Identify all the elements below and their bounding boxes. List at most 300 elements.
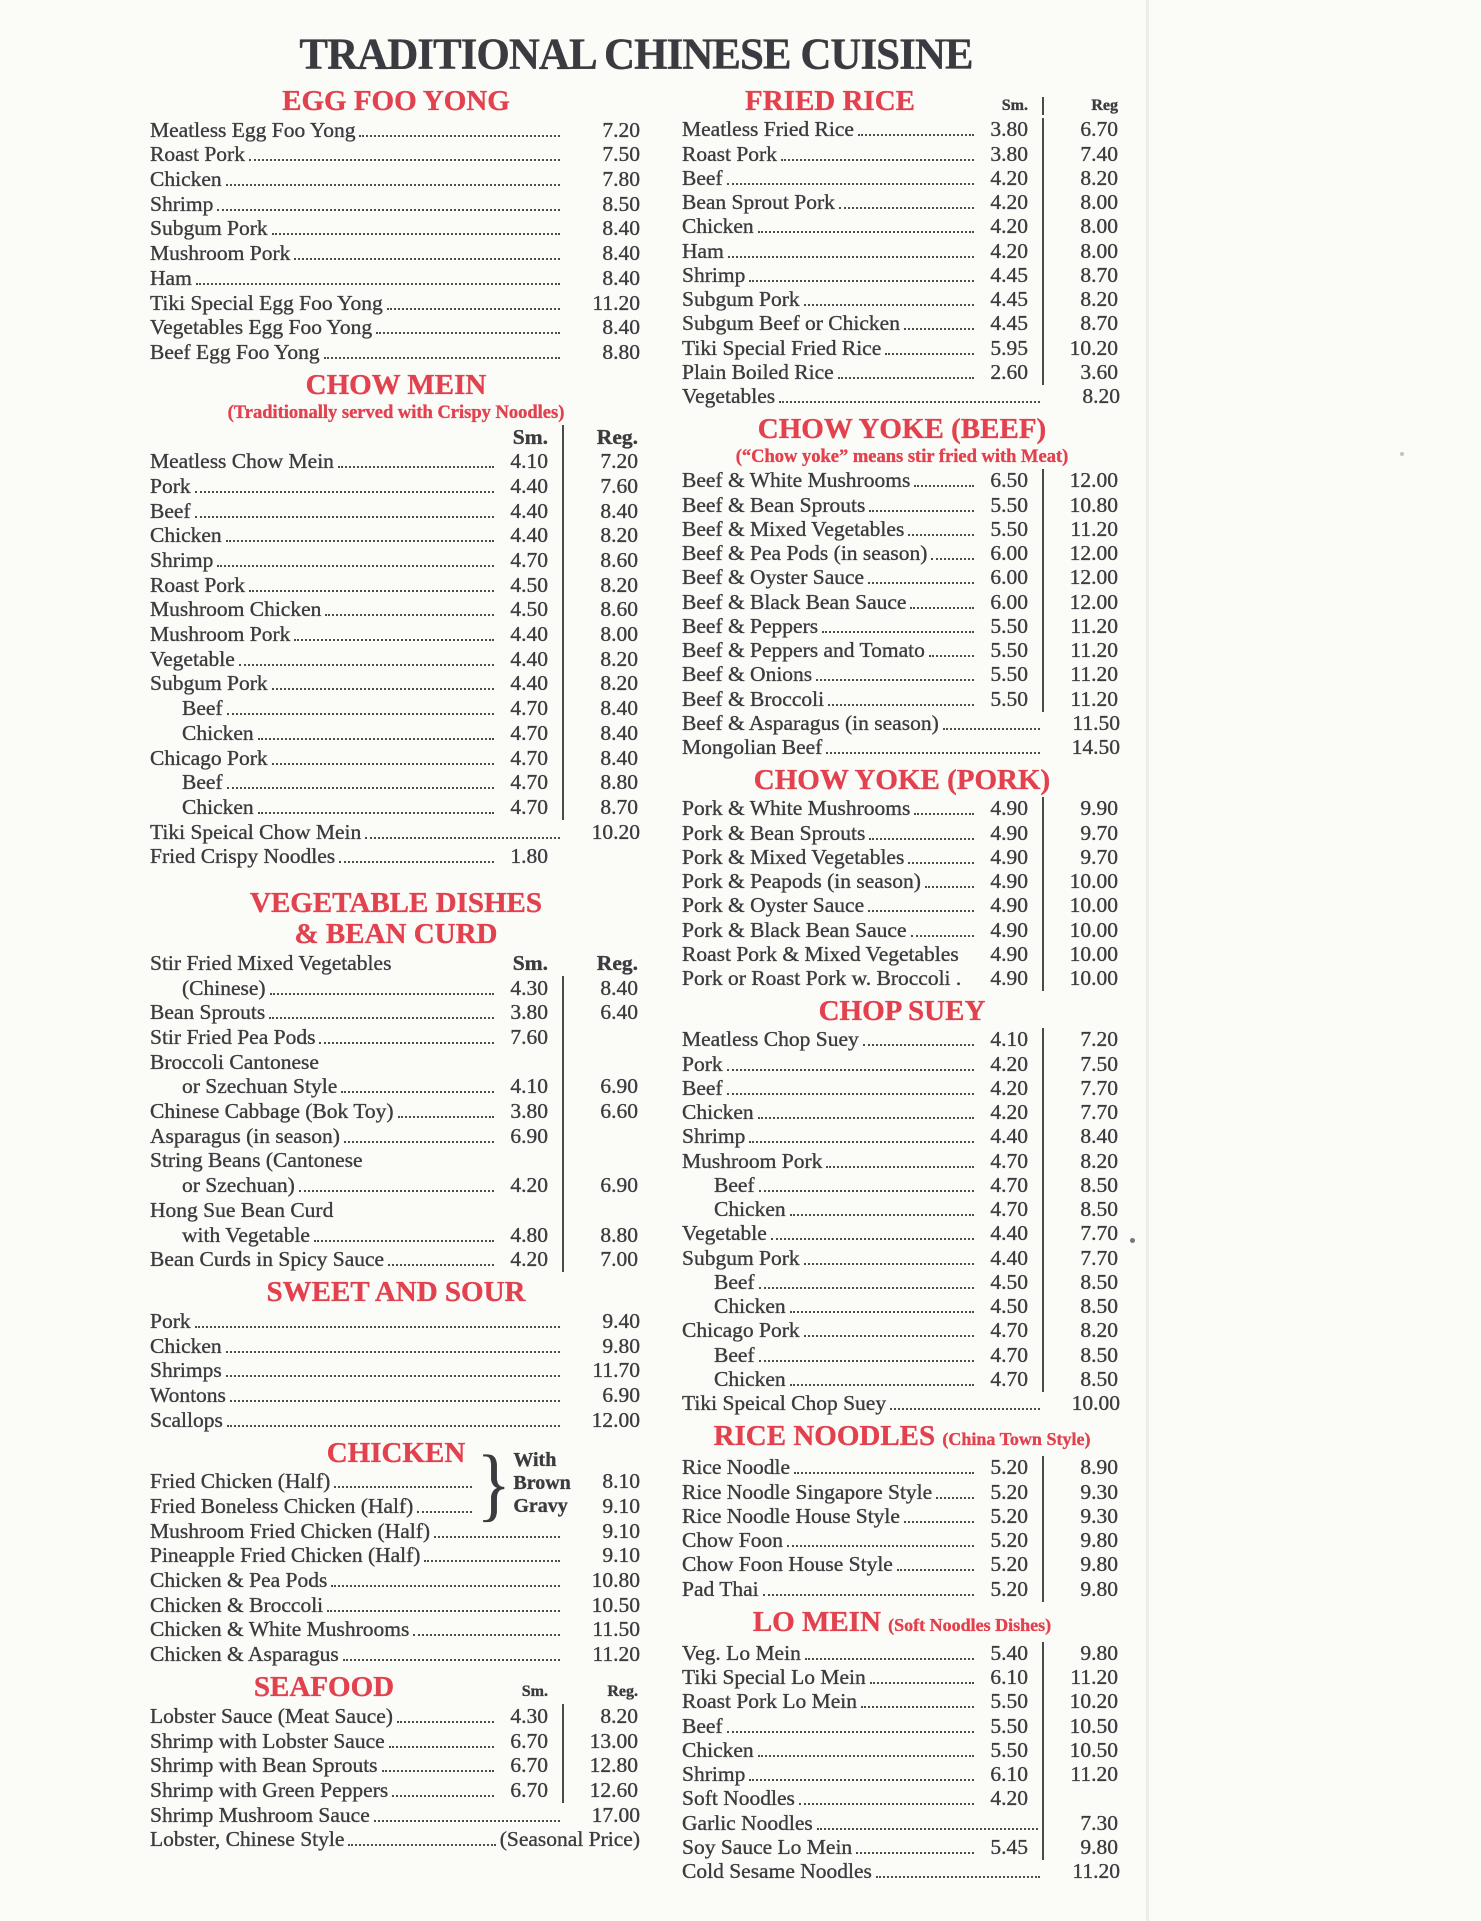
- item-label: Chicken & Pea Pods: [150, 1568, 328, 1593]
- item-label: Rice Noodle House Style: [682, 1503, 900, 1528]
- item-price: 9.10: [602, 1494, 640, 1518]
- section-chow-mein: [150, 368, 642, 869]
- item-label: Tiki Special Egg Foo Yong: [150, 290, 383, 315]
- item-label: Tiki Speical Chop Suey: [682, 1391, 887, 1415]
- leader-dots: [897, 1569, 974, 1571]
- item-price-reg: 8.00: [1042, 215, 1122, 239]
- item-price-sm: 4.70: [990, 1318, 1028, 1343]
- item-label: Shrimp: [682, 1124, 746, 1149]
- leader-dots: [804, 1263, 974, 1265]
- item-price-sm: 4.70: [990, 1197, 1028, 1221]
- item-label: Pork: [150, 1308, 191, 1333]
- item-label: Chicken: [682, 1100, 754, 1124]
- leader-dots: [914, 813, 974, 815]
- menu-item-row: [150, 721, 642, 746]
- leader-dots: [424, 1560, 560, 1562]
- item-label: Subgum Pork: [682, 287, 800, 311]
- menu-item-row: [682, 215, 1122, 239]
- item-label: (Chinese): [182, 975, 266, 1000]
- item-price-reg: 7.20: [1042, 1028, 1122, 1052]
- menu-item-row: [682, 870, 1122, 894]
- item-price: 11.70: [592, 1358, 640, 1383]
- item-price-reg: 7.70: [1042, 1077, 1122, 1101]
- section-header-text: CHOW MEIN: [305, 368, 487, 401]
- section-header-row: [682, 84, 1122, 118]
- menu-item-row: [682, 1392, 1122, 1416]
- item-label: Beef: [682, 1075, 723, 1100]
- item-label: Subgum Pork: [150, 216, 268, 241]
- leader-dots: [817, 1828, 1038, 1830]
- leader-dots: [382, 1770, 494, 1772]
- item-price-sm: 4.90: [990, 796, 1028, 821]
- leader-dots: [392, 1795, 494, 1797]
- item-price-sm: 4.90: [990, 917, 1028, 942]
- leader-dots: [763, 1594, 974, 1596]
- item-label: Fried Crispy Noodles: [150, 844, 336, 869]
- item-label: Garlic Noodles: [682, 1810, 813, 1835]
- item-price-sm: 4.40: [510, 473, 548, 498]
- leader-dots: [890, 1408, 1040, 1410]
- leader-dots: [397, 1721, 494, 1723]
- item-label: Beef & Bean Sprouts: [682, 492, 866, 517]
- leader-dots: [828, 704, 974, 706]
- item-price: 8.80: [602, 339, 640, 364]
- item-price-sm: 4.70: [510, 770, 548, 795]
- item-price-sm: 4.20: [990, 1786, 1028, 1811]
- leader-dots: [227, 787, 494, 789]
- item-label: Subgum Pork: [150, 671, 268, 696]
- section-header: [150, 1276, 642, 1309]
- leader-dots: [387, 308, 560, 310]
- item-price-sm: 4.30: [510, 1703, 548, 1728]
- item-label: Shrimps: [150, 1358, 222, 1383]
- item-price-reg: 8.20: [1042, 288, 1122, 312]
- leader-dots: [727, 1069, 974, 1071]
- item-label: Meatless Fried Rice: [682, 117, 854, 142]
- item-price: 7.80: [602, 167, 640, 192]
- menu-item-row: [682, 1198, 1122, 1222]
- item-price: 9.80: [602, 1333, 640, 1358]
- item-price-sm: 6.50: [990, 468, 1028, 493]
- item-price-reg: 8.20: [562, 1704, 642, 1729]
- item-label: Beef: [682, 165, 723, 190]
- section-header-text: CHOP SUEY: [818, 995, 986, 1027]
- item-price-sm: 1.80: [510, 844, 548, 869]
- item-price-reg: 8.70: [1042, 312, 1122, 336]
- item-price-reg: 8.60: [562, 548, 642, 573]
- item-label: Scallops: [150, 1407, 223, 1432]
- item-label: Beef: [714, 1342, 755, 1367]
- menu-item-row: [150, 1124, 642, 1149]
- leader-dots: [759, 1360, 974, 1362]
- menu-item-row: [682, 1553, 1122, 1577]
- leader-dots: [790, 1311, 974, 1313]
- item-price-sm: 4.90: [990, 820, 1028, 845]
- menu-item-row: [150, 143, 642, 168]
- item-price-sm: 4.20: [510, 1173, 548, 1198]
- item-label: Vegetable: [150, 646, 235, 671]
- item-label: Chicken: [182, 720, 254, 745]
- item-label: Roast Pork: [150, 142, 245, 167]
- menu-item-row: [682, 821, 1122, 845]
- item-price-reg: 11.20: [1042, 518, 1122, 542]
- price-col-header-sm: Sm.: [521, 1683, 548, 1701]
- leader-dots: [339, 861, 494, 863]
- section-header: [150, 369, 642, 402]
- section-fried-rice: [682, 84, 1122, 409]
- menu-item-row: [682, 1714, 1122, 1738]
- item-price-sm: 4.70: [990, 1148, 1028, 1173]
- menu-item-row: [150, 976, 642, 1001]
- leader-dots: [839, 207, 974, 209]
- item-label: Shrimp: [150, 548, 214, 572]
- item-price-reg: 3.60: [1042, 361, 1122, 385]
- price-col-header-sm: Sm.: [1001, 97, 1028, 114]
- item-label: Chicken: [682, 214, 754, 239]
- item-price: 8.40: [602, 216, 640, 241]
- item-price-sm: 6.70: [510, 1777, 548, 1802]
- section-header: [150, 887, 642, 920]
- item-price-reg: 8.20: [562, 573, 642, 598]
- item-price-sm: 4.20: [990, 1051, 1028, 1076]
- item-price-reg: 8.80: [562, 1223, 642, 1248]
- leader-dots: [727, 183, 974, 185]
- item-price-sm: [498, 1149, 562, 1174]
- item-price: 8.40: [602, 265, 640, 290]
- item-price-sm: 4.70: [990, 1342, 1028, 1367]
- menu-item-row: [150, 1359, 642, 1384]
- item-price-reg: 9.30: [1042, 1505, 1122, 1529]
- leader-dots: [319, 1042, 494, 1044]
- leader-dots: [249, 590, 494, 592]
- menu-item-row: [682, 1739, 1122, 1763]
- item-price-sm: 3.80: [510, 1099, 548, 1124]
- leader-dots: [781, 159, 974, 161]
- menu-item-row: [682, 1456, 1122, 1480]
- menu-item-row: [150, 1803, 642, 1828]
- item-price-sm: 5.50: [990, 1713, 1028, 1738]
- item-label: Roast Pork: [150, 572, 245, 597]
- item-label: Bean Curds in Spicy Sauce: [150, 1247, 385, 1272]
- item-price-sm: 5.50: [990, 1737, 1028, 1762]
- item-price-sm: 4.50: [990, 1294, 1028, 1318]
- item-price-sm: 5.50: [990, 638, 1028, 662]
- item-price-sm: 4.20: [990, 190, 1028, 214]
- item-price-sm: 4.90: [990, 893, 1028, 918]
- item-price-reg: 7.50: [1042, 1052, 1122, 1076]
- leader-dots: [230, 1400, 560, 1402]
- item-price-sm: 5.95: [990, 335, 1028, 360]
- leader-dots: [314, 1240, 494, 1242]
- item-price: 10.80: [591, 1568, 640, 1593]
- item-price-reg: 8.50: [1042, 1343, 1122, 1367]
- item-price-reg: 10.20: [1042, 1690, 1122, 1714]
- menu-item-row: [682, 1271, 1122, 1295]
- item-price: 12.00: [591, 1407, 640, 1432]
- menu-item-row: [150, 1408, 642, 1433]
- item-price-sm: 4.20: [990, 214, 1028, 239]
- item-label: Beef: [182, 770, 223, 795]
- leader-dots: [936, 1497, 974, 1499]
- menu-item-row: [150, 1050, 642, 1075]
- item-price-reg: [562, 1149, 642, 1174]
- item-label: Beef: [682, 1713, 723, 1738]
- item-label: Shrimp: [682, 1762, 746, 1786]
- menu-item-row: [150, 1149, 642, 1174]
- menu-item-row: [682, 736, 1122, 760]
- item-price-reg: 12.80: [562, 1754, 642, 1779]
- item-label: Chow Foon House Style: [682, 1552, 893, 1577]
- leader-dots: [790, 1214, 974, 1216]
- item-price-sm: 4.45: [990, 262, 1028, 287]
- item-price-reg: 7.70: [1042, 1246, 1122, 1270]
- item-label: Broccoli Cantonese: [150, 1049, 319, 1074]
- item-label: Lobster, Chinese Style: [150, 1827, 345, 1852]
- item-label: Roast Pork: [682, 141, 777, 166]
- leader-dots: [929, 655, 974, 657]
- price-header-row: [150, 425, 642, 450]
- item-label: Chicken: [714, 1197, 786, 1221]
- item-price-sm: 4.30: [510, 975, 548, 1000]
- item-label: Mushroom Pork: [682, 1148, 823, 1173]
- item-label: Pork & Peapods (in season): [682, 869, 921, 893]
- item-price-reg: 11.20: [1042, 639, 1122, 663]
- leader-dots: [790, 1384, 974, 1386]
- item-price-reg: [562, 845, 642, 870]
- menu-item-row: [150, 1309, 642, 1334]
- leader-dots: [195, 1326, 560, 1328]
- item-price-reg: 8.40: [562, 721, 642, 746]
- section-header-text: CHOW YOKE (PORK): [753, 764, 1051, 796]
- leader-dots: [195, 516, 494, 518]
- item-price-reg: 9.70: [1042, 821, 1122, 845]
- menu-item-row: [682, 1505, 1122, 1529]
- brace-label: [513, 1449, 570, 1518]
- item-label: Beef: [150, 498, 191, 523]
- item-label: Cold Sesame Noodles: [682, 1859, 872, 1883]
- item-label: Chicken: [714, 1366, 786, 1391]
- leader-dots: [376, 332, 560, 334]
- item-price: 11.50: [592, 1617, 640, 1642]
- item-label: Mushroom Fried Chicken (Half): [150, 1518, 431, 1543]
- item-label: Mushroom Pork: [150, 622, 291, 647]
- item-price: 8.10: [602, 1469, 640, 1494]
- section-header-text: SEAFOOD: [253, 1671, 395, 1704]
- item-label: Veg. Lo Mein: [682, 1640, 801, 1665]
- item-label: Beef & White Mushrooms: [682, 468, 911, 493]
- item-price-sm: 4.70: [990, 1366, 1028, 1391]
- item-label: Shrimp with Bean Sprouts: [150, 1753, 378, 1778]
- item-price-reg: 8.20: [562, 647, 642, 672]
- leader-dots: [324, 357, 560, 359]
- menu-item-row: [150, 192, 642, 217]
- item-price-sm: 3.80: [990, 117, 1028, 142]
- item-label: Asparagus (in season): [150, 1123, 340, 1148]
- leader-dots: [779, 401, 1040, 403]
- item-label: Tiki Speical Chow Mein: [150, 819, 362, 844]
- menu-item-row: [150, 167, 642, 192]
- brace-label-line: With: [513, 1449, 557, 1472]
- leader-dots: [838, 377, 974, 379]
- item-label: Roast Pork & Mixed Vegetables: [682, 941, 959, 966]
- item-price-sm: 5.50: [990, 662, 1028, 687]
- item-price-sm: 6.00: [990, 565, 1028, 590]
- item-price-reg: 10.50: [1042, 1714, 1122, 1738]
- section-header-line2: & BEAN CURD: [294, 918, 498, 951]
- menu-item-row: [150, 266, 642, 291]
- item-price-reg: 7.70: [1042, 1101, 1122, 1125]
- item-price-sm: 4.70: [510, 745, 548, 770]
- item-label: Beef & Onions: [682, 662, 813, 687]
- leader-dots: [227, 1425, 560, 1427]
- item-price-sm: 6.70: [510, 1753, 548, 1778]
- menu-item-row: [150, 291, 642, 316]
- leader-dots: [195, 491, 494, 493]
- item-price-sm: 4.70: [510, 548, 548, 572]
- menu-item-row: [150, 1075, 642, 1100]
- menu-item-row: [150, 1642, 642, 1667]
- item-price-sm: 4.40: [990, 1221, 1028, 1246]
- item-price-reg: 9.90: [1042, 797, 1122, 821]
- item-price-reg: 8.20: [1042, 167, 1122, 191]
- item-label: Meatless Chow Mein: [150, 449, 334, 474]
- item-label: Rice Noodle Singapore Style: [682, 1479, 933, 1504]
- menu-item-row: [682, 1149, 1122, 1173]
- leader-dots: [325, 614, 494, 616]
- leader-dots: [925, 886, 974, 888]
- leader-dots: [374, 1820, 560, 1822]
- item-price-reg: 8.40: [562, 976, 642, 1001]
- item-label: with Vegetable: [182, 1222, 310, 1247]
- leader-dots: [359, 135, 560, 137]
- brace-label-line: Brown: [513, 1472, 571, 1495]
- item-label: Chicken: [682, 1737, 754, 1762]
- menu-item-row: [150, 696, 642, 721]
- menu-item-row: [150, 1704, 642, 1729]
- item-price-sm: 5.50: [990, 516, 1028, 541]
- menu-item-row: [682, 967, 1122, 991]
- leader-dots: [196, 283, 560, 285]
- item-price-reg: 8.20: [562, 524, 642, 549]
- item-price-reg: 9.70: [1042, 846, 1122, 870]
- section-header-text: RICE NOODLES: [713, 1420, 936, 1452]
- item-price-reg: 8.50: [1042, 1198, 1122, 1222]
- menu-item-row: [150, 746, 642, 771]
- item-price: 11.50: [1072, 710, 1120, 735]
- section-header-text: FRIED RICE: [745, 85, 915, 117]
- item-price-reg: 8.70: [1042, 264, 1122, 288]
- item-price-sm: 5.40: [990, 1640, 1028, 1665]
- item-label: Pork & Bean Sprouts: [682, 820, 866, 845]
- leader-dots: [758, 231, 974, 233]
- item-label: Pork & White Mushrooms: [682, 796, 911, 821]
- menu-item-row: [682, 1763, 1122, 1787]
- item-price-reg: 6.60: [562, 1099, 642, 1124]
- item-label: Shrimp Mushroom Sauce: [150, 1802, 370, 1827]
- menu-item-row: [682, 918, 1122, 942]
- menu-item-row: [682, 1860, 1122, 1884]
- menu-item-row: [150, 573, 642, 598]
- item-price-reg: 7.40: [1042, 142, 1122, 166]
- price-col-header-reg: Reg.: [596, 950, 638, 975]
- item-price-sm: 4.90: [990, 844, 1028, 869]
- leader-dots: [876, 1876, 1040, 1878]
- item-price-reg: 8.50: [1042, 1271, 1122, 1295]
- section-header-row: [150, 368, 642, 402]
- leader-dots: [869, 510, 974, 512]
- section-header: [682, 1606, 1122, 1642]
- item-price-sm: 3.80: [990, 141, 1028, 166]
- leader-dots: [272, 688, 494, 690]
- leader-dots: [822, 631, 974, 633]
- item-label: Meatless Chop Suey: [682, 1027, 859, 1052]
- leader-dots: [908, 534, 974, 536]
- item-price-reg: 8.40: [562, 499, 642, 524]
- item-label: Chicago Pork: [150, 745, 268, 770]
- item-price-sm: 5.20: [990, 1455, 1028, 1480]
- item-label: Subgum Pork: [682, 1245, 800, 1270]
- leader-dots: [327, 1610, 560, 1612]
- leader-dots: [331, 1585, 560, 1587]
- scan-fold-line: [1146, 0, 1149, 1921]
- item-price-reg: 10.50: [1042, 1739, 1122, 1763]
- menu-item-row: [682, 1295, 1122, 1319]
- leader-dots: [856, 1852, 974, 1854]
- item-price-reg: [562, 1198, 642, 1223]
- item-price-sm: 7.60: [510, 1025, 548, 1049]
- menu-item-row: [150, 820, 642, 845]
- item-price-reg: 8.00: [1042, 239, 1122, 263]
- menu-item-row: [682, 639, 1122, 663]
- leader-dots: [771, 1238, 974, 1240]
- section-header: [682, 413, 1122, 446]
- item-price-sm: 4.70: [510, 696, 548, 721]
- item-label: Soft Noodles: [682, 1786, 795, 1811]
- item-price-reg: 11.20: [1042, 687, 1122, 711]
- item-label: Chow Foon: [682, 1528, 783, 1552]
- menu-item-row: [150, 450, 642, 475]
- leader-dots: [749, 1779, 974, 1781]
- page-title: TRADITIONAL CHINESE CUISINE: [299, 30, 973, 79]
- item-price-sm: 6.00: [990, 589, 1028, 614]
- item-price-sm: 5.50: [990, 613, 1028, 638]
- item-price-sm: 3.80: [510, 1000, 548, 1025]
- leader-dots: [348, 1844, 495, 1846]
- item-price: 8.40: [602, 315, 640, 340]
- leader-dots: [239, 664, 494, 666]
- item-label: Pork: [682, 1051, 723, 1076]
- section-header: [150, 85, 642, 118]
- menu-item-row: [682, 1666, 1122, 1690]
- leader-dots: [931, 558, 974, 560]
- price-col-header-sm: Sm.: [512, 950, 548, 975]
- section-header-row: [150, 886, 642, 920]
- menu-item-row: [682, 1480, 1122, 1504]
- menu-item-row: [682, 1787, 1122, 1811]
- item-price-sm: 4.10: [510, 449, 548, 474]
- item-price-reg: 8.70: [562, 795, 642, 820]
- item-price-reg: 8.80: [562, 771, 642, 796]
- item-price-reg: 10.00: [1042, 967, 1122, 991]
- item-price: 7.20: [602, 117, 640, 142]
- leader-dots: [749, 1141, 974, 1143]
- item-price-reg: [562, 1124, 642, 1149]
- item-price-sm: [498, 1198, 562, 1223]
- item-price-reg: [562, 1025, 642, 1050]
- leader-dots: [727, 1731, 974, 1733]
- item-price-sm: 4.70: [510, 720, 548, 745]
- item-price: 17.00: [591, 1802, 640, 1827]
